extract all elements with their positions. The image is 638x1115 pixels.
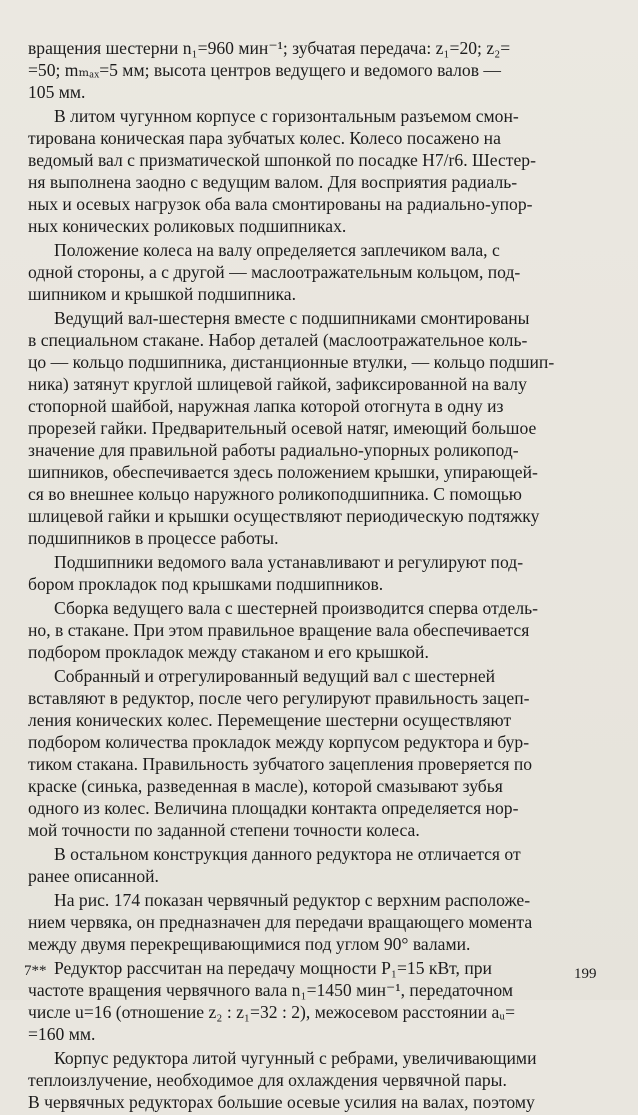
text-line: Корпус редуктора литой чугунный с ребрами, увеличивающими bbox=[54, 1048, 537, 1068]
paragraph bbox=[28, 889, 606, 955]
text-line: В остальном конструкция данного редуктора не отличается от bbox=[54, 844, 521, 864]
text-line: Редуктор рассчитан на передачу мощности P₁=15 кВт, при bbox=[54, 958, 492, 978]
text-line: но, в стакане. При этом правильное вращение вала обеспечивается bbox=[28, 620, 530, 640]
signature-mark: 7** bbox=[24, 963, 47, 979]
text-line: ника) затянут круглой шлицевой гайкой, зафиксированной на валу bbox=[28, 374, 527, 394]
text-line: Собранный и отрегулированный ведущий вал с шестерней bbox=[54, 666, 496, 686]
text-line: На рис. 174 показан червячный редуктор с верхним расположе- bbox=[54, 890, 531, 910]
text-line: ления конических колес. Перемещение шестерни осуществляют bbox=[28, 710, 512, 730]
text-line: подбором прокладок между стаканом и его крышкой. bbox=[28, 642, 429, 662]
paragraph bbox=[28, 37, 606, 103]
paragraph bbox=[28, 105, 606, 237]
text-line: Положение колеса на валу определяется заплечиком вала, с bbox=[54, 240, 500, 260]
text-line: одного из колес. Величина площадки контакта определяется нор- bbox=[28, 798, 519, 818]
text-line: ся во внешнее кольцо наружного роликоподшипника. С помощью bbox=[28, 484, 522, 504]
text-line: ранее описанной. bbox=[28, 866, 159, 886]
page-number: 199 bbox=[574, 966, 597, 982]
text-line: ных и осевых нагрузок оба вала смонтированы на радиально-упор- bbox=[28, 194, 533, 214]
text-line: нием червяка, он предназначен для передачи вращающего момента bbox=[28, 912, 533, 932]
text-line: тирована коническая пара зубчатых колес. Колесо посажено на bbox=[28, 128, 501, 148]
text-line: вставляют в редуктор, после чего регулируют правильность зацеп- bbox=[28, 688, 530, 708]
text-line: тиком стакана. Правильность зубчатого зацепления проверяется по bbox=[28, 754, 533, 774]
text-line: числе u=16 (отношение z₂ : z₁=32 : 2), межосевом расстоянии aᵤ= bbox=[28, 1002, 515, 1022]
text-line: вращения шестерни n₁=960 мин⁻¹; зубчатая передача: z₁=20; z₂= bbox=[28, 38, 511, 58]
text-line: шипником и крышкой подшипника. bbox=[28, 284, 297, 304]
text-line: теплоизлучение, необходимое для охлаждения червячной пары. bbox=[28, 1070, 507, 1090]
text-line: =50; mₘₐₓ=5 мм; высота центров ведущего и ведомого валов — bbox=[28, 60, 502, 80]
text-line: прорезей гайки. Предварительный осевой натяг, имеющий большое bbox=[28, 418, 537, 438]
paragraph bbox=[28, 843, 606, 887]
text-line: мой точности по заданной степени точности колеса. bbox=[28, 820, 420, 840]
text-line: Ведущий вал-шестерня вместе с подшипниками смонтированы bbox=[54, 308, 530, 328]
text-line: бором прокладок под крышками подшипников. bbox=[28, 574, 384, 594]
body-text bbox=[28, 37, 606, 1115]
text-line: =160 мм. bbox=[28, 1024, 96, 1044]
text-line: одной стороны, а с другой — маслоотражательным кольцом, под- bbox=[28, 262, 521, 282]
text-line: подшипников в процессе работы. bbox=[28, 528, 279, 548]
text-line: шлицевой гайки и крышки осуществляют периодическую подтяжку bbox=[28, 506, 540, 526]
text-line: в специальном стакане. Набор деталей (маслоотражательное коль- bbox=[28, 330, 528, 350]
text-line: шипников, обеспечивается здесь положением крышки, упирающей- bbox=[28, 462, 538, 482]
text-line: 105 мм. bbox=[28, 82, 86, 102]
paragraph bbox=[28, 239, 606, 305]
text-line: значение для правильной работы радиально-упорных роликопод- bbox=[28, 440, 519, 460]
paragraph bbox=[28, 1047, 606, 1113]
text-line: Подшипники ведомого вала устанавливают и регулируют под- bbox=[54, 552, 524, 572]
text-line: ня выполнена заодно с ведущим валом. Для восприятия радиаль- bbox=[28, 172, 518, 192]
text-line: В литом чугунном корпусе с горизонтальным разъемом смон- bbox=[54, 106, 519, 126]
paragraph bbox=[28, 597, 606, 663]
text-line: частоте вращения червячного вала n₁=1450 мин⁻¹, передаточном bbox=[28, 980, 513, 1000]
text-line: ных конических роликовых подшипниках. bbox=[28, 216, 347, 236]
paragraph bbox=[28, 957, 606, 1045]
text-line: между двумя перекрещивающимися под углом 90° валами. bbox=[28, 934, 471, 954]
text-line: стопорной шайбой, наружная лапка которой отогнута в одну из bbox=[28, 396, 504, 416]
paragraph bbox=[28, 665, 606, 841]
text-line: цо — кольцо подшипника, дистанционные втулки, — кольцо подшип- bbox=[28, 352, 555, 372]
text-line: Сборка ведущего вала с шестерней производится сперва отдель- bbox=[54, 598, 538, 618]
paragraph bbox=[28, 307, 606, 549]
text-line: краске (синька, разведенная в масле), которой смазывают зубья bbox=[28, 776, 503, 796]
text-line: В червячных редукторах большие осевые усилия на валах, поэтому bbox=[28, 1092, 535, 1112]
text-line: ведомый вал с призматической шпонкой по посадке H7/r6. Шестер- bbox=[28, 150, 536, 170]
text-line: подбором количества прокладок между корпусом редуктора и бур- bbox=[28, 732, 530, 752]
paragraph bbox=[28, 551, 606, 595]
